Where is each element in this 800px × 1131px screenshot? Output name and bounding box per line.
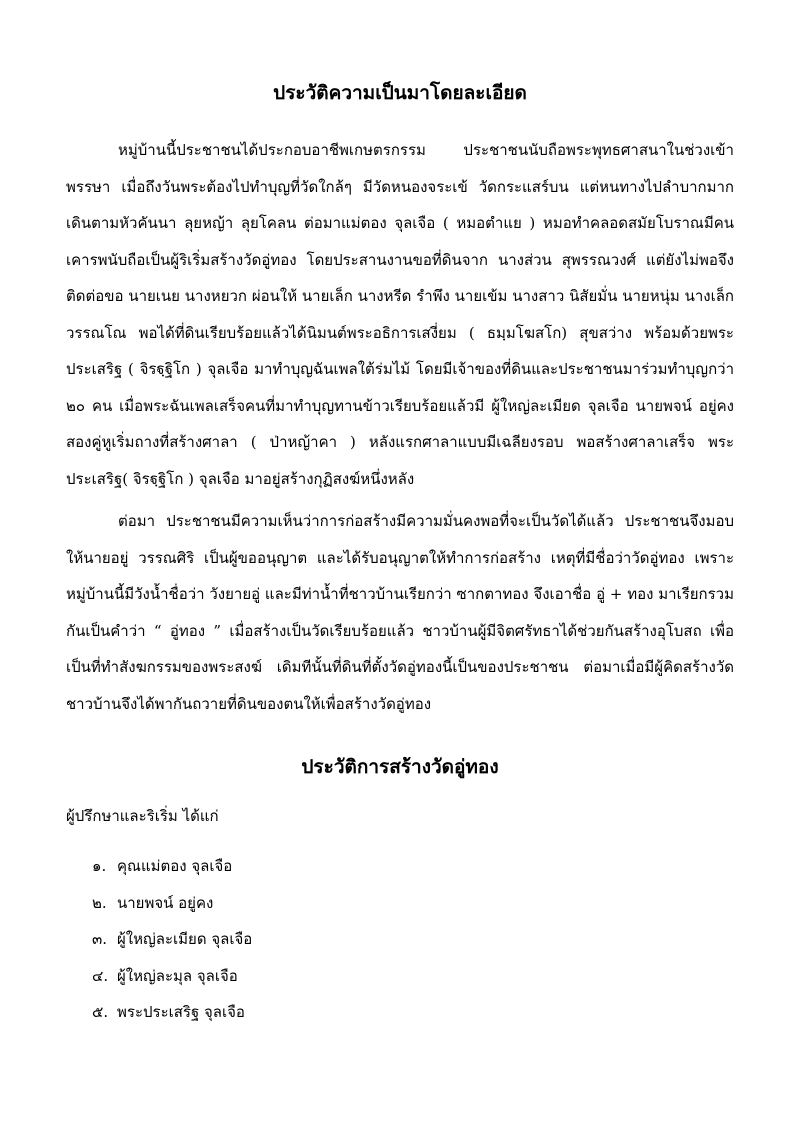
document-title: ประวัติความเป็นมาโดยละเอียด [273,82,527,104]
list-item-name: นายพจน์ อยู่คง [117,893,214,912]
advisor-list [66,848,734,1031]
history-paragraph-1: หมู่บ้านนี้ประชาชนได้ประกอบอาชีพเกษตรกรรม ประชาชนนับถือพระพุทธศาสนาในช่วงเข้าพรรษา เมื่อถึงวันพระต้องไปทำบุญที่วัดใกล้ๆ มีวัดหนองจระเข้ วัดกระแสร์บน แต่หนทางไปลำบากมากเดินตามหัวคันนา ลุยหญ้า ลุยโคลน ต่อมาแม่ตอง จุลเจือ ( หมอตำแย ) หมอทำคลอดสมัยโบราณมีคนเคารพนับถือเป็นผู้ริเริ่มสร้างวัดอู่ทอง โดยประสานงานขอที่ดินจาก นางส่วน สุพรรณวงศ์ แต่ยังไม่พอจึงติดต่อขอ นายเนย นางหยวก ผ่อนให้ นายเล็ก นางหรีด รำพึง นายเข้ม นางสาว นิสัยมั่น นายหนุ่ม นางเล็ก วรรณโณ พอได้ที่ดินเรียบร้อยแล้วได้นิมนต์พระอธิการเสงี่ยม ( ธมฺมโฆสโก) สุขสว่าง พร้อมด้วยพระประเสริฐ ( จิรฐฺฐิโก ) จุลเจือ มาทำบุญฉันเพลใต้ร่มไม้ โดยมีเจ้าของที่ดินและประชาชนมาร่วมทำบุญกว่า ๒๐ คน เมื่อพระฉันเพลเสร็จคนที่มาทำบุญทานข้าวเรียบร้อยแล้วมี ผู้ใหญ่ละเมียด จุลเจือ นายพจน์ อยู่คง สองคู่หูเริ่มถางที่สร้างศาลา ( ป่าหญ้าคา ) หลังแรกศาลาแบบมีเฉลียงรอบ พอสร้างศาลาเสร็จ พระประเสริฐ( จิรฐฺฐิโก ) จุลเจือ มาอยู่สร้างกุฏิสงฆ์หนึ่งหลัง [66,141,734,488]
history-paragraph-2: ต่อมา ประชาชนมีความเห็นว่าการก่อสร้างมีความมั่นคงพอที่จะเป็นวัดได้แล้ว ประชาชนจึงมอบให้นายอยู่ วรรณศิริ เป็นผู้ขออนุญาต และได้รับอนุญาตให้ทำการก่อสร้าง เหตุที่มีชื่อว่าวัดอู่ทอง เพราะหมู่บ้านนี้มีวังน้ำชื่อว่า วังยายอู่ และมีท่าน้ำที่ชาวบ้านเรียกว่า ซากตาทอง จึงเอาชื่อ อู่ + ทอง มาเรียกรวมกันเป็นคำว่า “ อู่ทอง ” เมื่อสร้างเป็นวัดเรียบร้อยแล้ว ชาวบ้านผู้มีจิตศรัทธาได้ช่วยกันสร้างอุโบสถ เพื่อเป็นที่ทำสังฆกรรมของพระสงฆ์ เดิมทีนั้นที่ดินที่ตั้งวัดอู่ทองนี้เป็นของประชาชน ต่อมาเมื่อมีผู้คิดสร้างวัด ชาวบ้านจึงได้พากันถวายที่ดินของตนให้เพื่อสร้างวัดอู่ทอง [66,512,734,713]
list-item [92,958,734,995]
list-item-name: คุณแม่ตอง จุลเจือ [117,857,233,875]
list-item-name: พระประเสริฐ จุลเจือ [117,1003,245,1021]
list-item-number: ๕. [92,1003,109,1021]
list-item-number: ๔. [92,966,109,985]
list-item-name: ผู้ใหญ่ละเมียด จุลเจือ [117,930,253,948]
section-title: ประวัติการสร้างวัดอู่ทอง [301,756,499,778]
advisors-intro: ผู้ปรึกษาและริเริ่ม ได้แก่ [66,807,219,825]
list-item-number: ๑. [92,857,107,875]
list-item [92,848,734,885]
list-item-number: ๓. [92,930,108,948]
list-item [92,921,734,958]
list-item [92,994,734,1031]
list-item-name: ผู้ใหญ่ละมุล จุลเจือ [117,966,238,985]
list-item [92,885,734,922]
list-item-number: ๒. [92,893,107,912]
